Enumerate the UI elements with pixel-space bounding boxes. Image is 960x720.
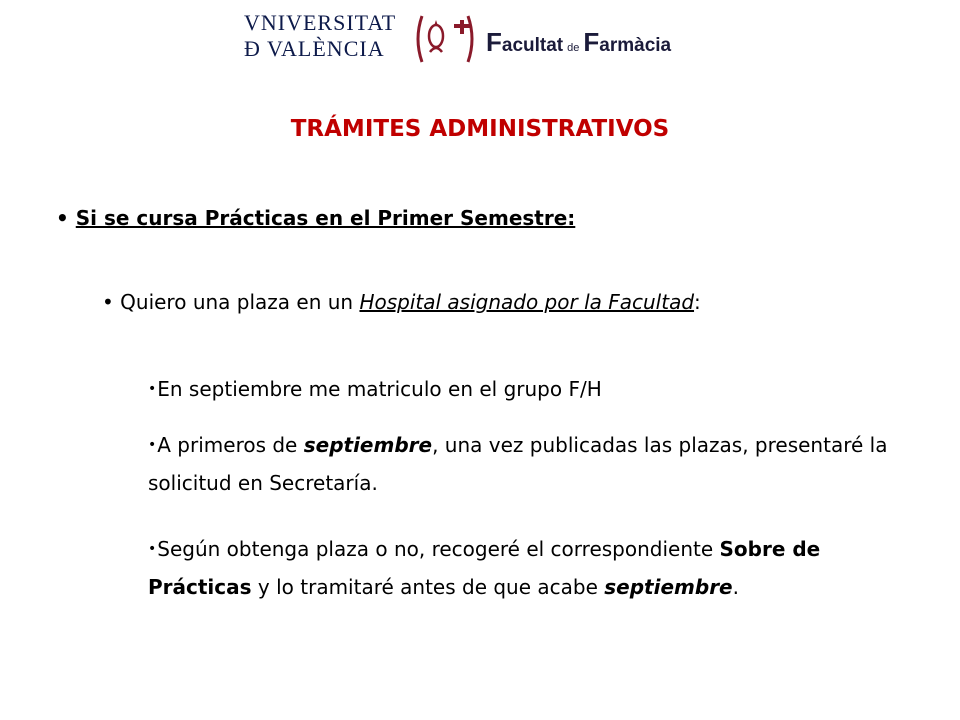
item-text: , una vez publicadas las plazas, presentaré la solicitud en Secretaría. [148,433,888,495]
item-text: A primeros de [157,433,304,457]
item-text: En septiembre me matriculo en el grupo F/H [157,377,602,401]
item-emphasis: septiembre [604,575,733,599]
bullet-marker: • [102,290,114,314]
faculty-initial-2: F [583,27,600,57]
bullet-marker: • [148,541,157,557]
faculty-initial-1: F [486,27,502,57]
bullet-hospital-prefix: Quiero una plaza en un [120,290,360,314]
faculty-wordmark [486,27,672,60]
bullet-marker: • [56,206,69,230]
list-item [148,426,918,502]
bullet-first-semester [56,206,575,230]
university-wordmark [244,10,412,62]
item-emphasis: septiembre [303,433,433,457]
faculty-word-2: armàcia [599,35,672,56]
list-item [148,370,918,408]
faculty-logo [244,10,714,68]
faculty-de: de [567,42,580,54]
faculty-emblem-icon [412,10,478,68]
bullet-hospital-underlined: Hospital asignado por la Facultad [359,290,695,314]
faculty-word-1: acultat [501,35,564,56]
list-item [148,530,918,606]
item-text: y lo tramitaré antes de que acabe [251,575,605,599]
bullet-marker: • [148,381,157,397]
bullet-hospital-place [102,290,701,314]
bullet-hospital-suffix: : [694,290,701,314]
item-text: . [732,575,739,599]
bullet-first-semester-text: Si se cursa Prácticas en el Primer Semestre: [75,206,576,230]
item-bold: Sobre de Prácticas [148,537,821,599]
item-text: Según obtenga plaza o no, recogeré el correspondiente [157,537,720,561]
university-wordmark-line2: Ð VALÈNCIA [244,36,385,61]
university-wordmark-line1: VNIVERSITAT [244,10,397,35]
page-title: TRÁMITES ADMINISTRATIVOS [290,116,670,142]
bullet-marker: • [148,437,157,453]
